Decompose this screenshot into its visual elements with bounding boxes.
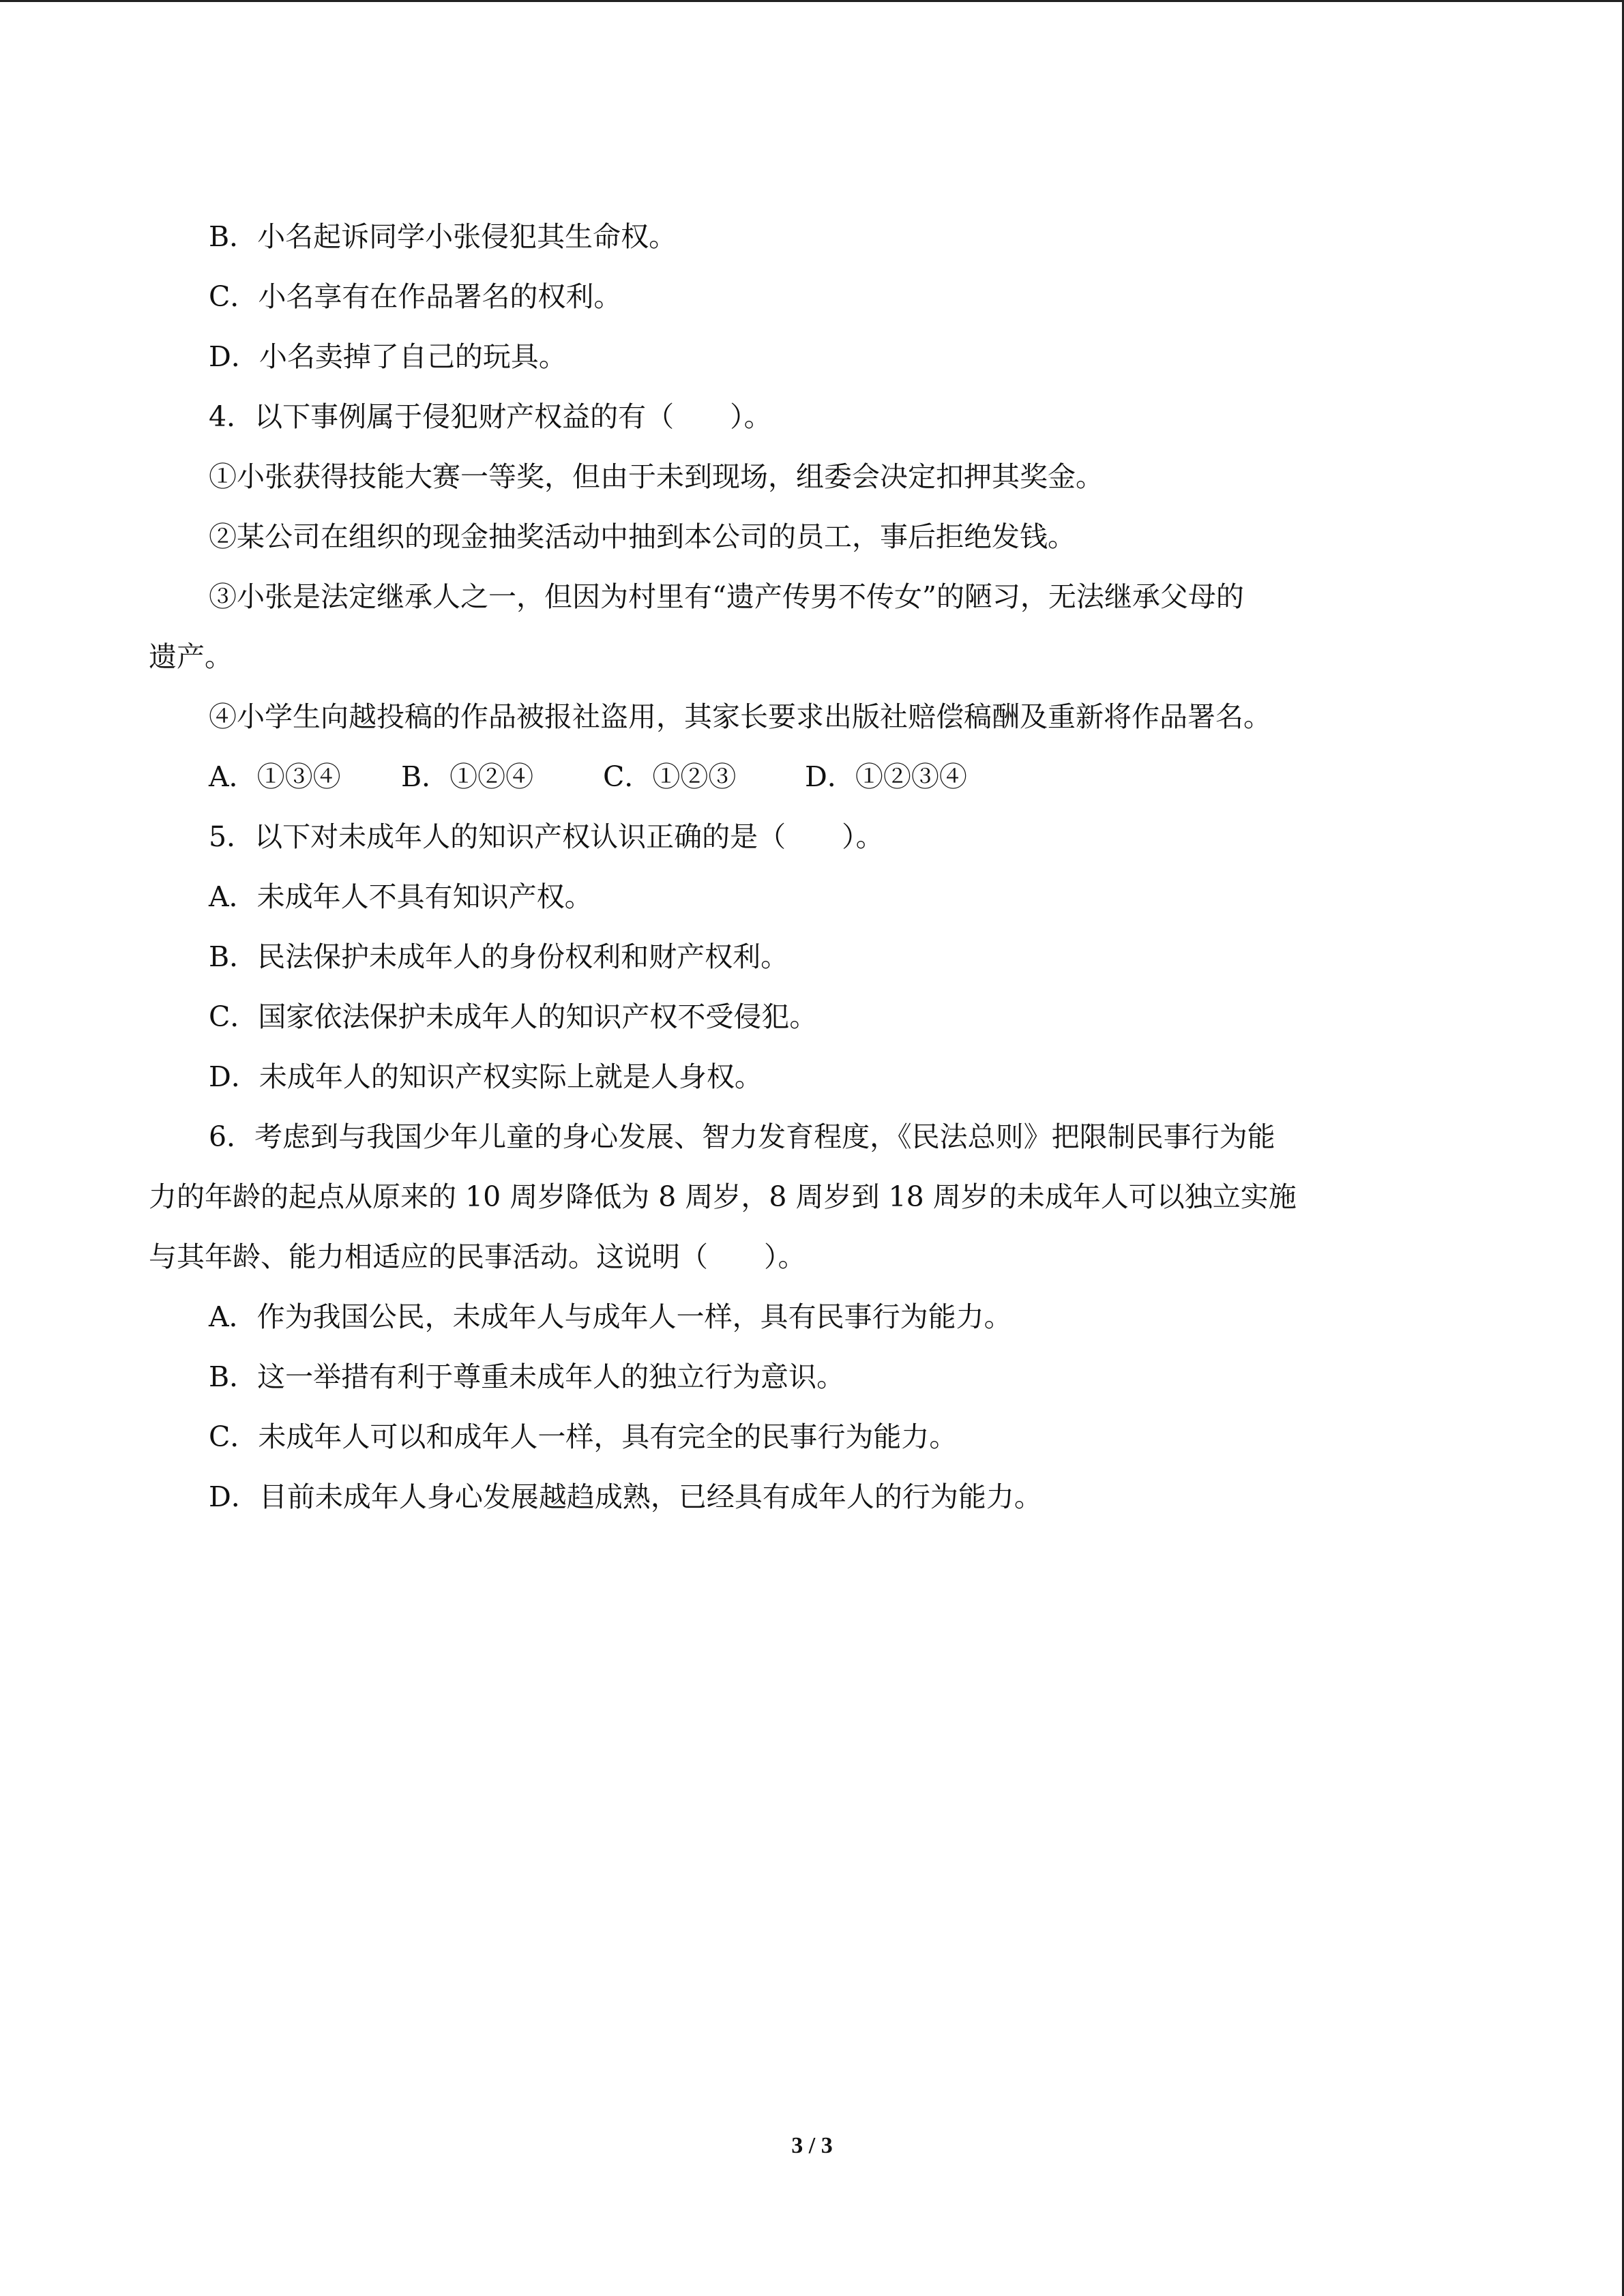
q4-item-3-continued: 遗产。 — [149, 640, 233, 673]
q4-item-3: ③小张是法定继承人之一，但因为村里有“遗产传男不传女”的陋习，无法继承父母的 — [209, 580, 1244, 613]
q6-option-b: B．这一举措有利于尊重未成年人的独立行为意识。 — [209, 1360, 845, 1393]
q6-stem-continued-1: 力的年龄的起点从原来的 10 周岁降低为 8 周岁，8 周岁到 18 周岁的未成年人可以独立实施 — [149, 1180, 1297, 1213]
q4-option-b: B．①②④ — [401, 760, 534, 793]
q6-option-c: C．未成年人可以和成年人一样，具有完全的民事行为能力。 — [209, 1420, 958, 1453]
q3-option-d: D．小名卖掉了自己的玩具。 — [209, 340, 567, 373]
q4-item-2: ②某公司在组织的现金抽奖活动中抽到本公司的员工，事后拒绝发钱。 — [209, 520, 1076, 553]
q6-option-a: A．作为我国公民，未成年人与成年人一样，具有民事行为能力。 — [209, 1300, 1012, 1333]
q4-option-d: D．①②③④ — [805, 760, 967, 793]
q6-option-d: D．目前未成年人身心发展越趋成熟，已经具有成年人的行为能力。 — [209, 1480, 1042, 1513]
q6-stem-continued-2: 与其年龄、能力相适应的民事活动。这说明（ ）。 — [149, 1240, 806, 1273]
q3-option-c: C．小名享有在作品署名的权利。 — [209, 280, 622, 313]
q4-item-1: ①小张获得技能大赛一等奖，但由于未到现场，组委会决定扣押其奖金。 — [209, 460, 1104, 493]
q4-option-a: A．①③④ — [209, 760, 341, 793]
document-body — [149, 207, 1458, 1527]
q5-option-a: A．未成年人不具有知识产权。 — [209, 880, 593, 913]
q5-option-d: D．未成年人的知识产权实际上就是人身权。 — [209, 1060, 763, 1093]
page-number: 3 / 3 — [791, 2133, 833, 2158]
q5-option-c: C．国家依法保护未成年人的知识产权不受侵犯。 — [209, 1000, 818, 1033]
q5-option-b: B．民法保护未成年人的身份权利和财产权利。 — [209, 940, 789, 973]
q4-options — [149, 747, 1458, 807]
q3-option-b: B．小名起诉同学小张侵犯其生命权。 — [209, 220, 677, 253]
q5-stem: 5．以下对未成年人的知识产权认识正确的是（ ）。 — [209, 820, 884, 853]
q4-option-c: C．①②③ — [603, 760, 737, 793]
q4-stem: 4．以下事例属于侵犯财产权益的有（ ）。 — [209, 400, 772, 433]
q4-item-4: ④小学生向越投稿的作品被报社盗用，其家长要求出版社赔偿稿酬及重新将作品署名。 — [209, 700, 1271, 733]
q6-stem: 6．考虑到与我国少年儿童的身心发展、智力发育程度，《民法总则》把限制民事行为能 — [209, 1120, 1275, 1153]
